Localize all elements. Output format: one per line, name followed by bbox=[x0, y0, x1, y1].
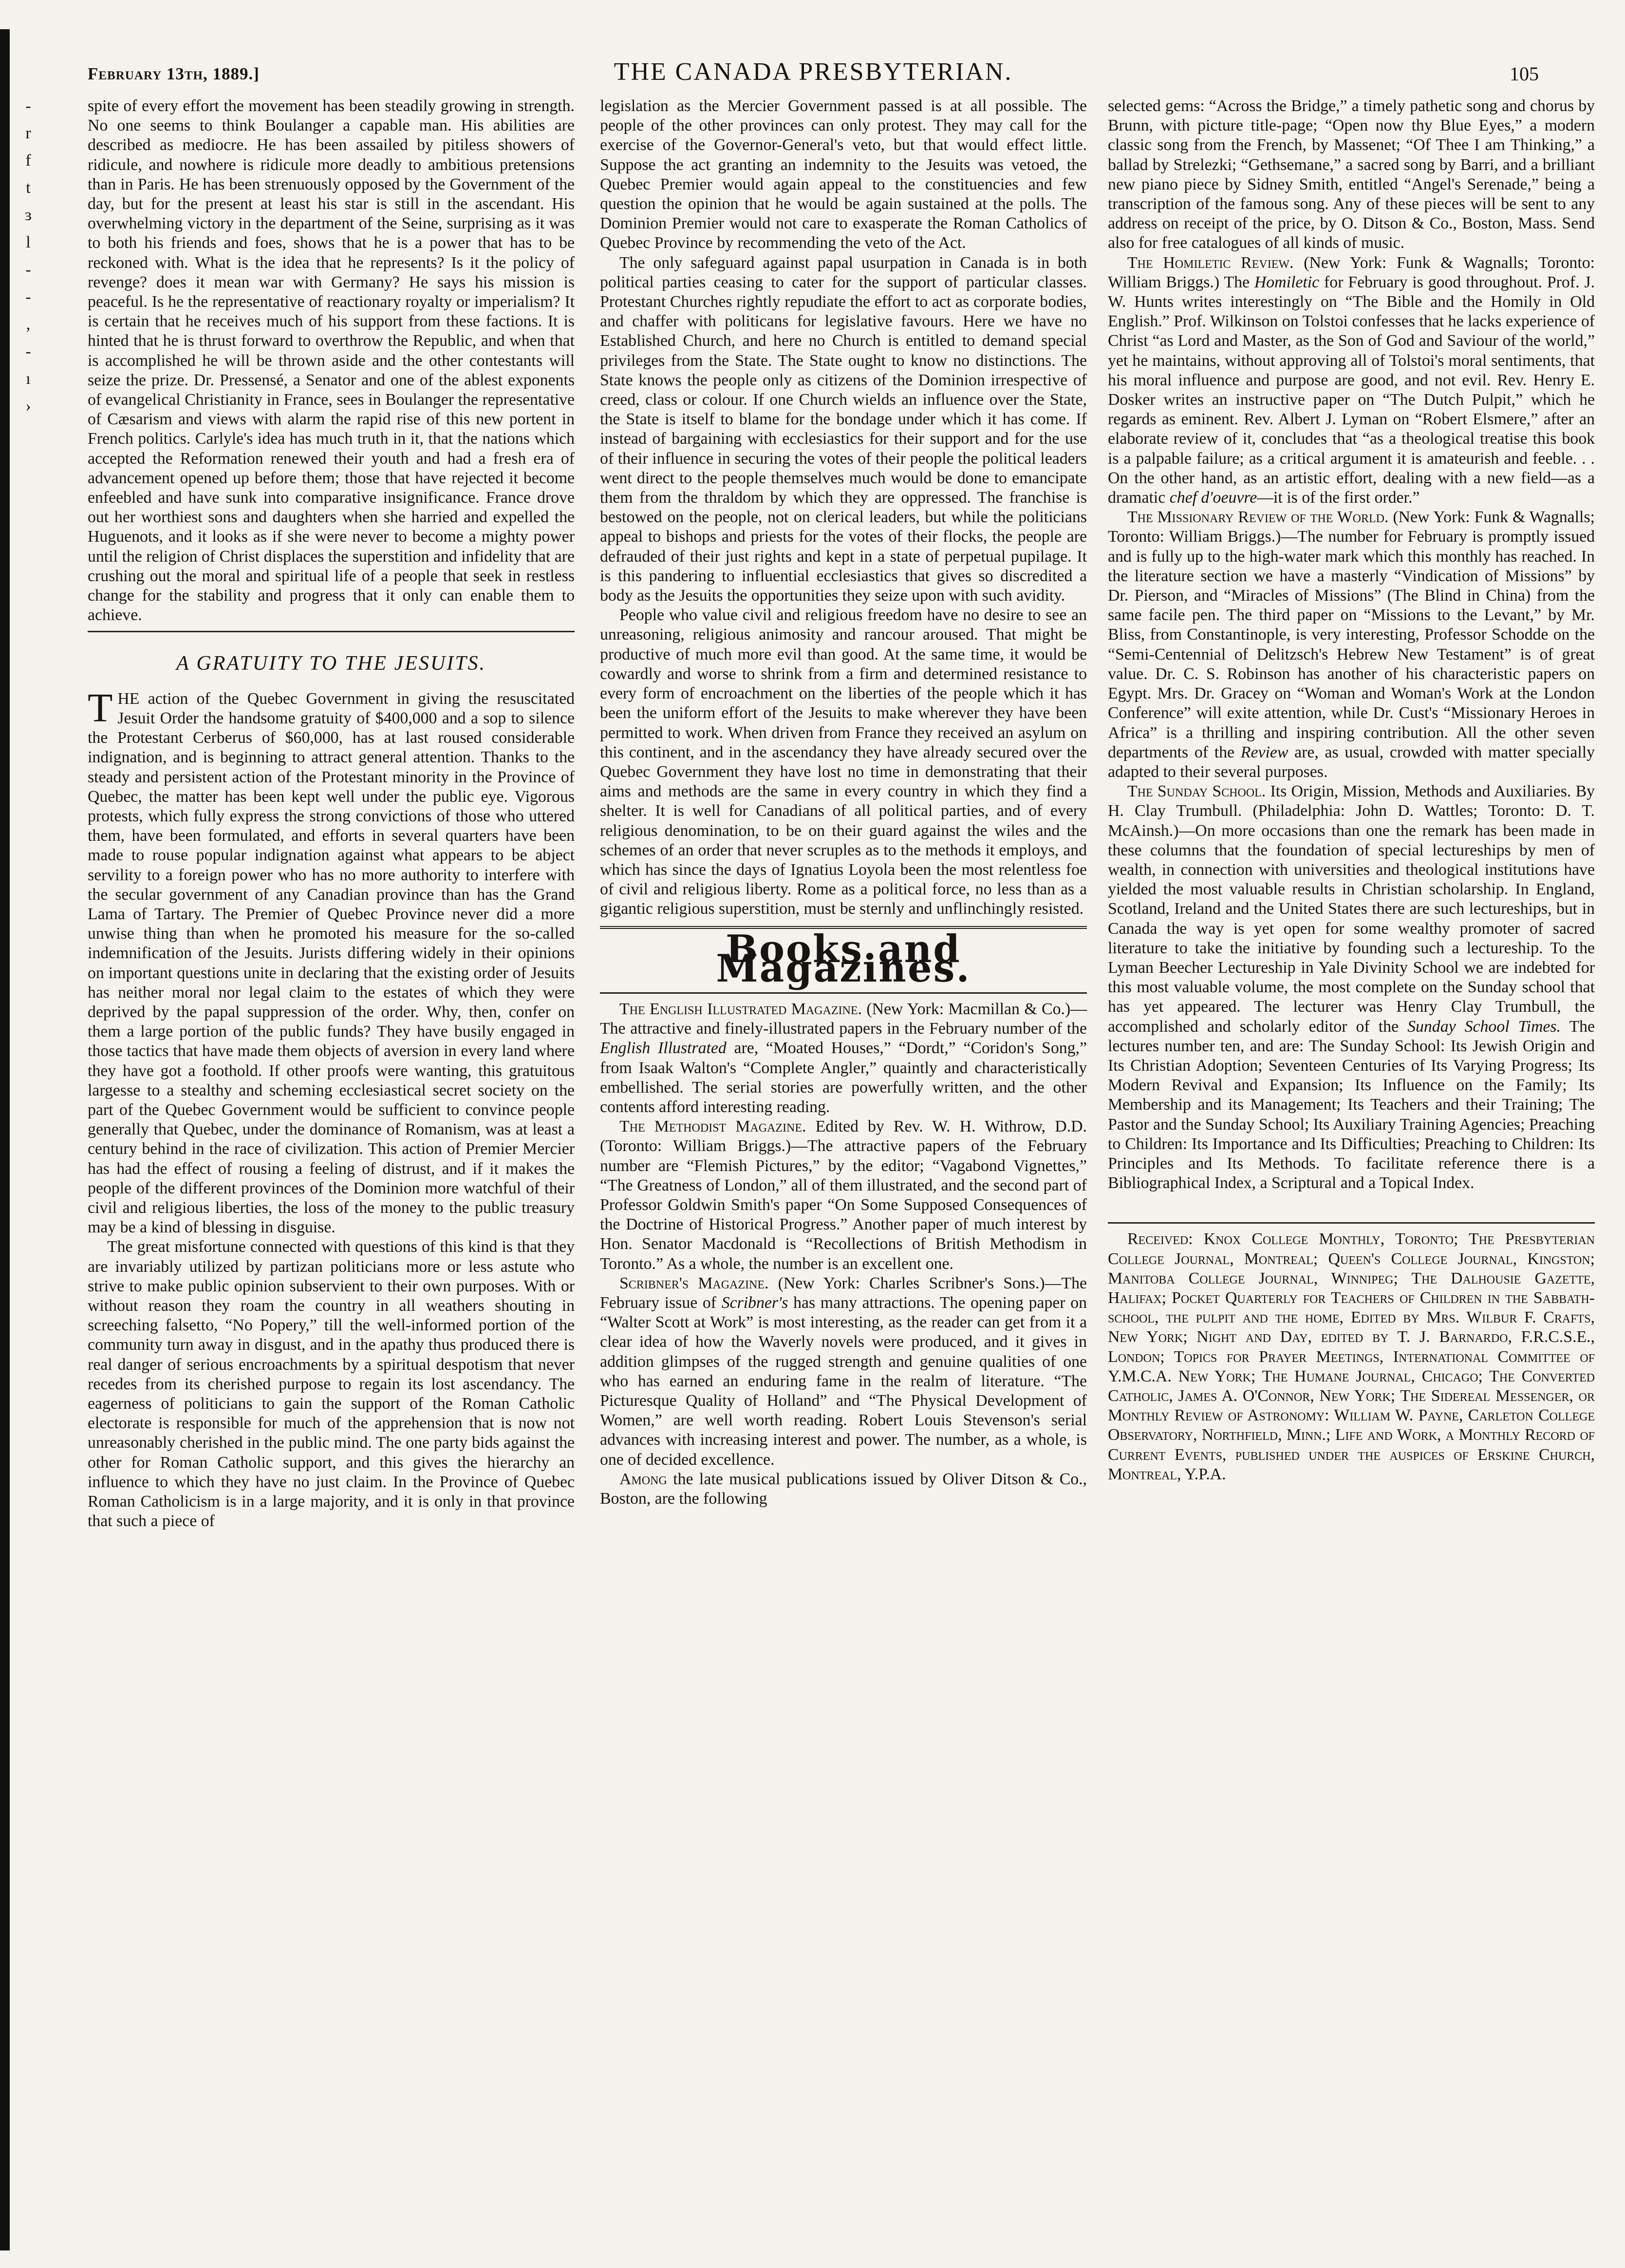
review-scribners bbox=[600, 1274, 1087, 1470]
section-title-books: Books and Magazines. bbox=[716, 926, 971, 991]
review-methodist bbox=[600, 1117, 1087, 1274]
review-text: has many attractions. The opening paper on “Walter Scott at Work” is most interesting, as the reader can get from it a clear idea of how the Waverly novels were produced, and it gives in addition glimpses of the rugged strength and genuine qualities of one who has earned an enduring fame in the realm of literature. “The Picturesque Quality of Holland” and “The Physical Development of Women,” are well worth reading. Robert Louis Stevenson's serial advances with increasing interest and power. The number, as a whole, is one of decided excellence. bbox=[600, 1293, 1087, 1469]
review-text: are, as usual, crowded with matter specially adapted to their several purposes. bbox=[1108, 743, 1595, 781]
review-text: Edited by Rev. W. H. Withrow, D.D. (Toronto: William Briggs.)—The attractive papers of the February number are “Flemish Pictures,” by the editor; “Vagabond Vignettes,” “The Greatness of London,” all of them illustrated, and the second part of Professor Goldwin Smith's paper “On Some Supposed Consequences of the Doctrine of Historical Progress.” Another paper of much interest by Hon. Senator Macdonald is “Recollections of British Methodism in Toronto.” As a whole, the number is an excellent one. bbox=[600, 1117, 1087, 1273]
jesuits-paragraph-1-text: HE action of the Quebec Government in giving the resuscitated Jesuit Order the handsome gratuity of $400,000 and a sop to silence the Protestant Cerberus of $60,000, has at last roused considerable indignation, and is beginning to attract general attention. Thanks to the steady and persistent action of the Protestant minority in the Province of Quebec, the matter has been kept well under the public eye. Vigorous protests, which fully express the strong convictions of those who uttered them, have been formulated, and efforts in several quarters have been made to rouse popular indignation against what appears to be abject servility to a foreign power who has no more authority to interfere with the secular government of any Canadian province than has the Grand Lama of Tartary. The Premier of Quebec Province never did a more unwise thing than when he promoted his measure for the so-called indemnification of the Jesuits. Jurists differing widely in their opinions on important questions unite in declaring that the existing order of Jesuits has neither moral nor legal claim to the estates of which they were deprived by the papal suppression of the order. Why, then, confer on them a large portion of the public funds? They have busily engaged in those tactics that have made them objects of aversion in every land where they have got a foothold. If other proofs were wanting, this gratuitous largesse to a stealthy and scheming ecclesiastical secret society on the part of the Quebec Government would be sufficient to convince people generally that Quebec, under the dominance of Romanism, was at least a century behind in the race of civilization. This action of Premier Mercier has had the effect of rousing a feeling of distrust, and if it makes the people of the different provinces of the Dominion more watchful of their civil and religious liberties, the loss of the money to the public treasury may be a kind of blessing in disguise. bbox=[88, 689, 575, 1237]
review-text: The lectures number ten, and are: The Sunday School: Its Jewish Origin and Its Christian Adoption; Seventeen Centuries of Its Varying Progress; Its Modern Revival and Expansion; Its Influence on the Family; Its Membership and its Management; Its Teachers and their Training; The Pastor and the Sunday School; Its Auxiliary Training Agencies; Preaching to Children: Its Importance and Its Difficulties; Preaching to Children: Its Principles and Its Methods. To facilitate reference there is a Bibliographical Index, a Scriptural and a Topical Index. bbox=[1108, 1017, 1595, 1192]
margin-mark: ɜ bbox=[24, 206, 32, 224]
review-missionary bbox=[1108, 508, 1595, 782]
margin-mark: f bbox=[25, 151, 31, 170]
review-title: The Homiletic Review. bbox=[1127, 253, 1294, 272]
review-text: —it is of the first order.” bbox=[1257, 489, 1420, 507]
page-number: 105 bbox=[1510, 63, 1539, 85]
page-header bbox=[88, 57, 1539, 96]
review-english-illustrated bbox=[600, 1000, 1087, 1117]
section-divider bbox=[1108, 1222, 1595, 1224]
issue-date: February 13th, 1889.] bbox=[88, 64, 260, 83]
jesuits-paragraph-1 bbox=[88, 685, 575, 1238]
jesuits-paragraph-2: The great misfortune connected with questions of this kind is that they are invariably utilized by partizan politicians more or less astute who strive to make public opinion subservient to their own purposes. With or without reason they roam the country in all weathers shouting in screeching falsetto, “No Popery,” till the well-informed portion of the community turn away in disgust, and in the apathy thus produced there is real danger of serious encroachments by a spiritual despotism that never recedes from its cherished purpose to regain its lost ascendancy. The eagerness of politicians to gain the support of the Roman Catholic electorate is responsible for much of the apprehension that is now not unreasonably cherished in the public mind. The one party bids against the other for Roman Catholic support, and this gives the hierarchy an influence to which they have no just claim. In the Province of Quebec Roman Catholicism is in a large majority, and it is only in that province that such a piece of bbox=[88, 1238, 575, 1531]
margin-mark: , bbox=[26, 315, 31, 333]
ditson-continued: selected gems: “Across the Bridge,” a timely pathetic song and chorus by Brunn, with picture title-page; “Open now thy Blue Eyes,” a modern classic song from the French, by Massenet; “Of Thee I am Thinking,” a ballad by Strelezki; “Gethsemane,” a sacred song by Barri, and a brilliant new piano piece by Sidney Smith, entitled “Angel's Serenade,” being a transcription of the famous song. Any of these pieces will be sent to any address on receipt of the price, by O. Ditson & Co., Boston, Mass. Send also for free catalogues of all kinds of music. bbox=[1108, 97, 1595, 252]
margin-mark: t bbox=[26, 179, 31, 197]
review-title: The English Illustrated Magazine. bbox=[619, 1000, 862, 1018]
section-divider bbox=[600, 992, 1087, 994]
review-italic: Sunday School Times. bbox=[1407, 1017, 1561, 1036]
review-text: for February is good throughout. Prof. J. W. Hunts writes interestingly on “The Bible and the Homily in Old English.” Prof. Wilkinson on Tolstoi confesses that he lacks experience of Christ “as Lord and Master, as the Son of God and Saviour of the world,” yet he maintains, without approving all of Tolstoi's moral sentiments, that his moral influence and purpose are good, and not evil. Rev. Henry E. Dosker writes an instructive paper on “The Dutch Pulpit,” which he regards as eminent. Rev. Albert J. Lyman on “Robert Elsmere,” after an elaborate review of it, concludes that “as a theological treatise this book is a palpable failure; as a critical argument it is amateurish and feeble. . . On the other hand, as an artistic effort, dealing with a new field—as a dramatic bbox=[1108, 273, 1595, 507]
received-label: Received: bbox=[1127, 1230, 1193, 1248]
margin-mark: - bbox=[25, 261, 31, 279]
review-title: Scribner's Magazine. bbox=[619, 1274, 769, 1292]
review-text: (New York: Funk & Wagnalls; Toronto: William Briggs.) The bbox=[1108, 253, 1595, 291]
received-text: Knox College Monthly, Toronto; The Presbyterian College Journal, Montreal; Queen's College Journal, Kingston; Manitoba College Journal, Winnipeg; The Dalhousie Gazette, Halifax; Pocket Quarterly for Teachers of Children in the Sabbath-school, the pulpit and the home, Edited by Mrs. Wilbur F. Crafts, New York; Night and Day, edited by T. J. Barnardo, F.R.C.S.E., London; Topics for Prayer Meetings, International Committee of Y.M.C.A. New York; The Humane Journal, Chicago; The Converted Catholic, James A. O'Connor, New York; The Sidereal Messenger, or Monthly Review of Astronomy: William W. Payne, Carleton College Observatory, Northfield, Minn.; Life and Work, a Monthly Record of Current Events, published under the auspices of Erskine Church, Montreal, Y.P.A. bbox=[1108, 1230, 1595, 1483]
review-title: The Missionary Review of the World. bbox=[1127, 508, 1389, 527]
safeguard-paragraph: The only safeguard against papal usurpation in Canada is in both political parties ceasing to cater for the support of particular classes. Protestant Churches rightly repudiate the effort to act as corporate bodies, and chaffer with politicans for legislative favours. Here we have no Established Church, and here no Church is entitled to demand special privileges from the State. The State ought to know no distinctions. The State knows the people only as citizens of the Dominion irrespective of creed, class or colour. If one Church wields an influence over the State, the State is itself to blame for the bondage under which it has come. If instead of bargaining with ecclesiastics for their support and for the use of their influence in securing the votes of their people the political leaders went direct to the people themselves much would be done to emancipate them from the thraldom by which they are oppressed. The franchise is bestowed on the people, not on clerical leaders, but while the politicians appeal to bishops and priests for the votes of their flocks, the people are defrauded of their just rights and kept in a state of perpetual pupilage. It is this pandering to influential ecclesiastics that gives so discredited a body as the Jesuits the opportunities they seize upon with such avidity. bbox=[600, 253, 1087, 605]
drop-cap: T bbox=[88, 685, 113, 731]
review-italic: Scribner's bbox=[721, 1293, 788, 1312]
margin-mark: r bbox=[25, 124, 31, 142]
column-right bbox=[1108, 96, 1595, 1484]
section-title-jesuits: A GRATUITY TO THE JESUITS. bbox=[176, 652, 486, 675]
margin-marks bbox=[19, 93, 37, 420]
received-list bbox=[1108, 1229, 1595, 1484]
column-middle bbox=[600, 96, 1087, 1509]
review-ditson bbox=[600, 1470, 1087, 1509]
margin-mark: - bbox=[25, 342, 31, 360]
margin-mark: › bbox=[25, 397, 31, 415]
review-title: The Sunday School. bbox=[1127, 782, 1266, 801]
legislation-paragraph: legislation as the Mercier Government passed is at all possible. The people of the other provinces can only protest. They may call for the exercise of the Governor-General's veto, but that would effect little. Suppose the act granting an indemnity to the Jesuits was vetoed, the Quebec Premier would again appeal to the constituencies and few question the opinion that he would be again sustained at the polls. The Dominion Premier would not care to exasperate the Roman Catholics of Quebec Province by recommending the veto of the Act. bbox=[600, 97, 1087, 252]
review-sunday-school bbox=[1108, 782, 1595, 1193]
margin-mark: - bbox=[25, 288, 31, 306]
freedom-paragraph: People who value civil and religious freedom have no desire to see an unreasoning, religious animosity and rancour aroused. That might be productive of much more evil than good. At the same time, it would be cowardly and worse to shrink from a firm and determined resistance to every form of encroachment on the liberties of the people which it has been the uniform effort of the Jesuits to make wherever they have been permitted to work. When driven from France they received an asylum on this continent, and in the ascendancy they have already secured over the Quebec Government they have lost no time in demonstrating that their aims and methods are the same in every country in which they find a shelter. It is well for Canadians of all political parties, and of every religious denomination, to be on their guard against the wiles and the schemes of an order that never scruples as to the methods it employs, and which has since the days of Ignatius Loyola been the most relentless foe of civil and religious liberty. Rome as a political force, no less than as a gigantic religious superstition, must be sternly and unflinchingly resisted. bbox=[600, 606, 1087, 918]
column-left bbox=[88, 96, 575, 1531]
review-text: (New York: Funk & Wagnalls; Toronto: William Briggs.)—The number for February is promptly issued and is fully up to the high-water mark which this monthly has reached. In the literature section we have a masterly “Vindication of Missions” by Dr. Pierson, and “Miracles of Missions” (The Blind in China) from the same facile pen. The third paper on “Missions to the Levant,” by Mr. Bliss, from Constantinople, is very interesting, Professor Schodde on the “Semi-Centennial of Delitzsch's Hebrew New Testament” is of great value. Dr. C. S. Robinson has another of his characteristic papers on Egypt. Mrs. Dr. Gracey on “Woman and Woman's Work at the London Conference” will exite attention, while Dr. Cust's “Missionary Heroes in Africa” is a thrilling and inspiring contribution. All the other seven departments of the bbox=[1108, 508, 1595, 761]
binding-edge bbox=[0, 29, 10, 2250]
margin-mark: ı bbox=[26, 370, 31, 388]
margin-mark: - bbox=[25, 97, 31, 115]
review-text: (New York: Charles Scribner's Sons.)—The February issue of bbox=[600, 1274, 1087, 1312]
masthead-title: THE CANADA PRESBYTERIAN. bbox=[614, 58, 1013, 86]
margin-mark: l bbox=[26, 233, 31, 251]
review-lead: Among bbox=[619, 1470, 667, 1488]
review-italic: chef d'oeuvre bbox=[1169, 489, 1257, 507]
boulanger-paragraph: spite of every effort the movement has been steadily growing in strength. No one seems to think Boulanger a capable man. His abilities are described as mediocre. He has been assailed by pitiless showers of ridicule, and nowhere is ridicule more deadly to ambitious pretensions than in Paris. He has been strenuously opposed by the Government of the day, but for the present at least his star is still in the ascendant. His overwhelming victory in the department of the Seine, surprising as it was to both his friends and foes, shows that he is a power that has to be reckoned with. What is the idea that he represents? Is it the policy of revenge? does it mean war with Germany? He says his mission is peaceful. Is he the representative of reactionary royalty or imperialism? It is certain that he receives much of his support from these factions. It is hinted that he is thrust forward to overthrow the Republic, and when that is accomplished he will be thrown aside and the other contestants will seize the prize. Dr. Pressensé, a Senator and one of the ablest exponents of evangelical Christianity in France, sees in Boulanger the representative of Cæsarism and views with alarm the rapid rise of this new portent in French politics. Carlyle's idea has much truth in it, that the nations which accepted the Reformation renewed their youth and had a fresh era of advancement opened up before them; those that have rejected it become enfeebled and have sunk into comparative insignificance. France drove out her worthiest sons and daughters when she harried and expelled the Huguenots, and it looks as if she were never to become a mighty power until the religion of Christ displaces the superstition and infidelity that are crushing out the moral and spiritual life of a people that seek in restless change for the stability and progress that it only can enable them to achieve. bbox=[88, 97, 575, 624]
review-text: the late musical publications issued by Oliver Ditson & Co., Boston, are the following bbox=[600, 1470, 1087, 1508]
review-italic: English Illustrated bbox=[600, 1039, 727, 1058]
review-title: The Methodist Magazine. bbox=[619, 1117, 806, 1136]
review-text: are, “Moated Houses,” “Dordt,” “Coridon's Song,” from Isaak Walton's “Complete Angler,” quaintly and characteristically embellished. The serial stories are powerfully written, and the other contents afford interesting reading. bbox=[600, 1039, 1087, 1116]
review-italic: Homiletic bbox=[1254, 273, 1320, 291]
review-italic: Review bbox=[1240, 743, 1289, 761]
review-text: (New York: Macmillan & Co.)—The attractive and finely-illustrated papers in the February number of the bbox=[600, 1000, 1087, 1038]
section-divider bbox=[88, 631, 575, 632]
review-text: Its Origin, Mission, Methods and Auxiliaries. By H. Clay Trumbull. (Philadelphia: John D. Wattles; Toronto: D. T. McAinsh.)—On more occasions than one the remark has been made in these columns that the foundation of special lectureships by men of wealth, in connection with universities and theological institutions have yielded the most valuable results in Christian scholarship. In England, Scotland, Ireland and the United States there are such lectureships, but in Canada the way is yet open for some wealthy promoter of sacred literature to take the initiative by founding such a lectureship. To the Lyman Beecher Lectureship in Yale Divinity School we are indebted for this most valuable volume, the most complete on the Sunday school that has yet appeared. The lecturer was Henry Clay Trumbull, the accomplished and scholarly editor of the bbox=[1108, 782, 1595, 1036]
review-homiletic bbox=[1108, 253, 1595, 508]
